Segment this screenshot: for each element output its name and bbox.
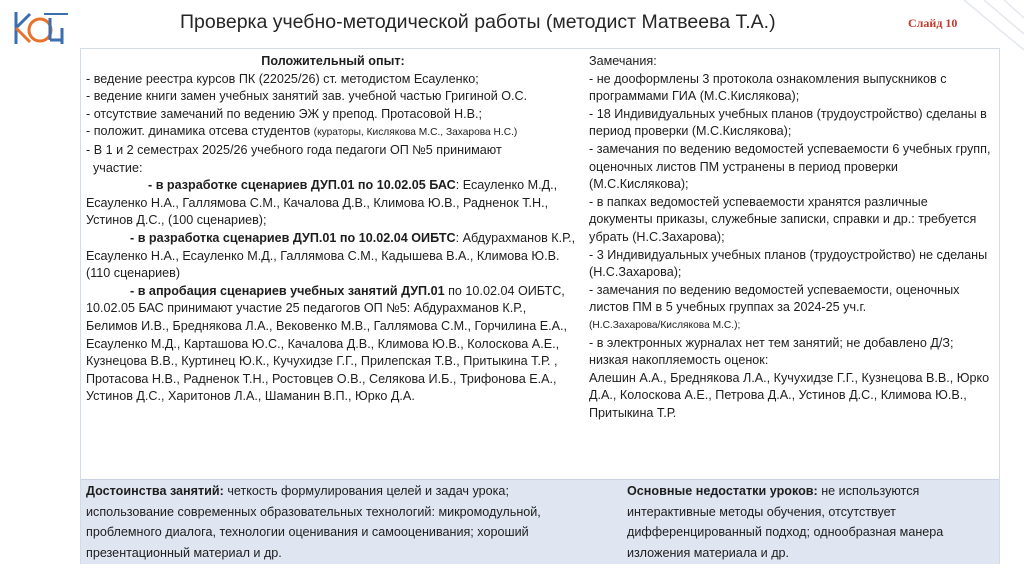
participation-item <box>86 230 580 283</box>
list-item: - ведение реестра курсов ПК (22025/26) ст. методистом Есауленко; <box>86 71 479 86</box>
participation-text: Есауленко Н.А., Галлямова С.М., Качалова Д.В., Климова Ю.В., Радненок Т.Н., Устинов Д.С., (100 сценариев); <box>86 195 549 228</box>
list-item: - не дооформлены 3 протокола ознакомления выпускников с программами ГИА (М.С.Кислякова); <box>589 71 947 104</box>
participation-text: К.Р., Есауленко Н.А., Есауленко М.Д., Галлямова С.М., Кадышева В.А., Климова Ю.В. (110 сценариев) <box>86 230 576 281</box>
advantages-text: четкость формулирования целей и задач урока; использование современных образовательных технологий: микромодульной, проблемного диалога, технологии оценивания и самооценивания; хороший презентационный материал и др. <box>86 484 541 560</box>
dynamics-note: (кураторы, Кислякова М.С., Захарова Н.С.) <box>313 127 518 139</box>
content-card <box>80 48 1000 564</box>
list-item: Алешин А.А., Бреднякова Л.А., Кучухидзе Г.Г., Кузнецова В.В., Юрко Д.А., Колоскова А.Е., Петрова Д.А., Устинов Д.С., Климова Ю.В., Притыкина Т.Р. <box>589 370 990 420</box>
participation-text: : Абдурахманов <box>455 230 548 245</box>
positive-experience-column <box>86 53 580 406</box>
participation-item <box>86 283 580 406</box>
shortcomings-text: не используются интерактивные методы обучения, отсутствует дифференцированный подход; однообразная манера изложения материала и др. <box>627 484 944 560</box>
list-item: - замечания по ведению ведомостей успеваемости 6 учебных групп, оценочных листов ПМ устранены в период проверки (М.С.Кислякова); <box>589 141 991 192</box>
list-item: - в электронных журналах нет тем занятий; не добавлено Д/З; низкая накопляемость оценок: <box>589 335 954 368</box>
list-item: - отсутствие замечаний по ведению ЭЖ у препод. Протасовой Н.В.; <box>86 106 483 121</box>
participation-heading: - в разработке сценариев ДУП.01 по 10.02.05 БАС <box>148 178 456 193</box>
remarks-heading: Замечания: <box>589 54 657 68</box>
participation-heading: - в апробация сценариев учебных занятий ДУП.01 <box>130 283 445 298</box>
participation-text: : Есауленко М.Д., <box>455 178 558 193</box>
participation-text: ОИБТС, 10.02.05 БАС принимают участие 25 педагогов ОП №5: Абдурахманов К.Р., Белимов И.В., Бреднякова Л.А., Вековенко М.В., Галлямова С.М., Горчилина Е.А., Есауленко М.Д., Карташова Ю.С., Качалова Д.В., Климова Ю.В., Колоскова А.Е., Кузнецова В.В., Куртинец Ю.К., Кучухидзе Г.Г., Прилепская Т.В., Притыкина Т.Р. , Протасова Н.В., Радненок Т.Н., Ростовцев О.В., Селякова И.Б., Трифонова Е.А., Устинов Д.С., Харитонов Л.А., Шаманин В.П., Юрко Д.А. <box>86 283 567 404</box>
advantages-block <box>86 481 566 563</box>
shortcomings-label: Основные недостатки уроков: <box>627 484 818 498</box>
advantages-label: Достоинства занятий: <box>86 484 224 498</box>
remarks-column <box>589 53 994 422</box>
list-item: - в папках ведомостей успеваемости хранятся различные документы приказы, служебные записки, справки и др.: требуется убрать (Н.С.Захарова); <box>589 194 977 244</box>
dynamics-text: - положит. динамика отсева студентов <box>86 124 314 139</box>
slide-number: Слайд 10 <box>908 16 958 30</box>
list-item <box>86 123 580 142</box>
participation-item <box>86 177 580 230</box>
page-title: Проверка учебно-методической работы (методист Матвеева Т.А.) <box>180 11 776 33</box>
list-item: - 3 Индивидуальных учебных планов (трудоустройство) не сделаны (Н.С.Захарова); <box>589 247 988 280</box>
list-item: - ведение книги замен учебных занятий зав. учебной частью Григиной О.С. <box>86 89 528 104</box>
shortcomings-block <box>627 481 987 563</box>
list-item: - замечания по ведению ведомостей успеваемости, оценочных листов ПМ в 5 учебных группах за 2024-25 уч.г. <box>589 282 960 315</box>
college-logo-icon <box>10 8 72 48</box>
positive-heading: Положительный опыт: <box>261 54 405 68</box>
list-item: - 18 Индивидуальных учебных планов (трудоустройство) сделаны в период проверки (М.С.Кислякова); <box>589 106 987 139</box>
participation-heading: - в разработка сценариев ДУП.01 по 10.02.04 ОИБТС <box>130 230 456 245</box>
list-item: - В 1 и 2 семестрах 2025/26 учебного года педагоги ОП №5 принимают <box>86 142 502 157</box>
list-item: участие: <box>93 160 143 175</box>
participation-text: по 10.02.04 <box>444 283 515 298</box>
remark-note: (Н.С.Захарова/Кислякова М.С.); <box>589 319 741 331</box>
summary-band <box>81 479 999 564</box>
